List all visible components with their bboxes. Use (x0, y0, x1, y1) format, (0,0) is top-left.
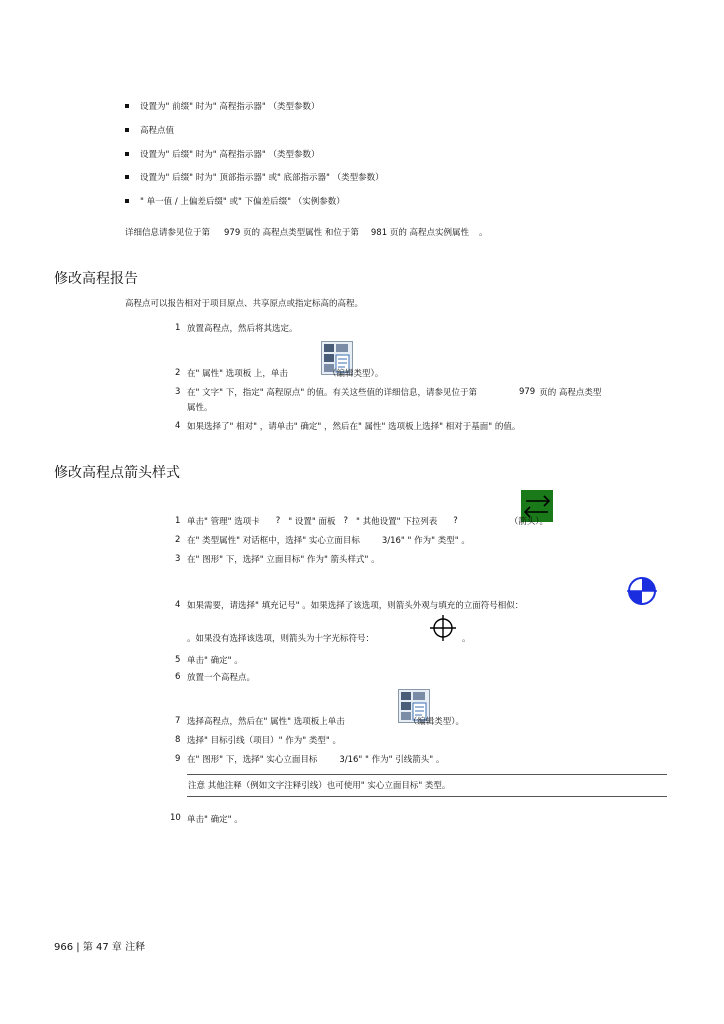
note-bottom-rule (187, 796, 667, 797)
section-heading-modify-elevation-report: 修改高程报告 (54, 271, 138, 287)
step-text: 选择" 目标引线（项目）" 作为" 类型" 。 (187, 736, 341, 746)
detail-paragraph (125, 226, 488, 238)
step-item (175, 671, 255, 683)
bullet-item (125, 100, 319, 112)
step-number: 3 (175, 554, 181, 564)
step-number: 9 (175, 754, 181, 764)
step-text: 如果选择了" 相对" ，请单击" 确定" ，然后在" 属性" 选项板上选择" 相对于基面" 的值。 (187, 422, 521, 432)
detail-link-type[interactable]: 页的 高程点类型属性 (242, 228, 323, 238)
bullet-marker (125, 104, 129, 108)
step-item (175, 753, 444, 765)
bullet-marker (125, 199, 129, 203)
footer-separator: | (76, 942, 80, 953)
filled-elevation-target-icon (626, 575, 658, 607)
section-heading-modify-arrow-style: 修改高程点箭头样式 (54, 465, 180, 481)
step-text: 单击" 确定" 。 (187, 656, 243, 666)
step-item (175, 599, 523, 611)
step-text: 在" 属性" 选项板 上，单击 (187, 369, 288, 379)
step-text: 放置一个高程点。 (187, 673, 256, 683)
step-item (175, 515, 548, 527)
note-text: 注意 其他注释（例如文字注释引线）也可使用" 实心立面目标" 类型。 (188, 781, 451, 791)
step-page-link[interactable]: 979 (518, 387, 536, 397)
detail-page-link[interactable]: 981 (370, 228, 388, 238)
step-number: 7 (175, 716, 181, 726)
step-number: 2 (175, 535, 181, 545)
detail-text-a: 详细信息请参见位于第 (125, 228, 211, 238)
bullet-text: 设置为" 后缀" 时为" 顶部指示器" 或" 底部指示器" （类型参数） (140, 173, 384, 183)
step-number: 4 (175, 600, 181, 610)
step-period: 。 (462, 634, 471, 644)
step-link-continuation[interactable]: 属性。 (187, 403, 213, 413)
step-text: （编辑类型）。 (408, 717, 464, 727)
step-item (175, 367, 383, 379)
detail-page-link[interactable]: 979 (224, 228, 241, 238)
chapter-title: 第 47 章 注释 (82, 942, 146, 953)
bullet-item (125, 124, 174, 136)
step-number: 10 (170, 813, 181, 823)
step-continuation: 。如果没有选择该选项，则箭头为十字光标符号： (187, 634, 375, 644)
step-text: 选择高程点，然后在" 属性" 选项板上单击 (187, 717, 345, 727)
step-item (170, 813, 243, 825)
step-number: 3 (175, 387, 181, 397)
step-number: 4 (175, 421, 181, 431)
step-item (175, 553, 380, 565)
separator-glyph: ? (343, 516, 348, 526)
bullet-marker (125, 128, 129, 132)
bullet-text: 设置为" 后缀" 时为" 高程指示器" （类型参数） (140, 150, 320, 160)
step-text: 单击" 管理" 选项卡 (187, 517, 260, 527)
step-number: 8 (175, 735, 181, 745)
detail-period: 。 (479, 228, 488, 238)
page-footer (54, 938, 145, 953)
step-number: 1 (175, 516, 181, 526)
step-text: 在" 文字" 下，指定" 高程原点" 的值。有关这些值的详细信息，请参见位于第 (187, 388, 477, 398)
step-link[interactable]: 页的 高程点类型 (539, 388, 602, 398)
separator-glyph: ? (275, 516, 281, 526)
bullet-text: 设置为" 前缀" 时为" 高程指示器" （类型参数） (140, 102, 320, 112)
step-item (175, 654, 243, 666)
step-text: 在" 图形" 下，选择" 立面目标" 作为" 箭头样式" 。 (187, 555, 380, 565)
step-text: 在" 类型属性" 对话框中，选择" 实心立面目标 (187, 536, 360, 546)
step-item (175, 420, 520, 432)
step-text: 如果需要，请选择" 填充记号" 。如果选择了该选项，则箭头外观与填充的立面符号相似： (187, 601, 524, 611)
bullet-item (125, 195, 345, 207)
step-item (175, 534, 470, 546)
step-item (175, 715, 464, 727)
step-text: " 设置" 面板 (288, 517, 336, 527)
page-number: 966 (54, 942, 74, 953)
step-text: 在" 图形" 下，选择" 实心立面目标 (187, 755, 318, 765)
detail-link-instance[interactable]: 页的 高程点实例属性 (389, 228, 470, 238)
step-item (175, 386, 601, 398)
section-intro: 高程点可以报告相对于项目原点、共享原点或指定标高的高程。 (125, 299, 364, 309)
bullet-text: 高程点值 (140, 126, 175, 136)
bullet-marker (125, 152, 129, 156)
step-text: 放置高程点，然后将其选定。 (187, 324, 298, 334)
step-number: 5 (175, 655, 181, 665)
step-number: 6 (175, 672, 181, 682)
step-text: 3/16" " 作为" 类型" 。 (381, 536, 470, 546)
step-number: 2 (175, 368, 181, 378)
bullet-text: " 单一值 / 上偏差后缀" 或" 下偏差后缀" （实例参数） (140, 197, 345, 207)
bullet-item (125, 171, 384, 183)
step-text: （编辑类型）。 (327, 369, 384, 379)
step-item (175, 734, 341, 746)
step-item (175, 322, 298, 334)
note-top-rule (187, 774, 667, 775)
detail-text-c: 和位于第 (324, 228, 359, 238)
crosshair-icon (429, 614, 457, 642)
step-text: 3/16" " 作为" 引线箭头" 。 (339, 755, 445, 765)
step-text: 单击" 确定" 。 (187, 815, 243, 825)
separator-glyph: ? (453, 516, 458, 526)
bullet-marker (125, 175, 129, 179)
bullet-item (125, 148, 319, 160)
step-text: " 其他设置" 下拉列表 (356, 517, 438, 527)
step-number: 1 (175, 323, 181, 333)
step-text: （箭头）。 (509, 517, 549, 527)
